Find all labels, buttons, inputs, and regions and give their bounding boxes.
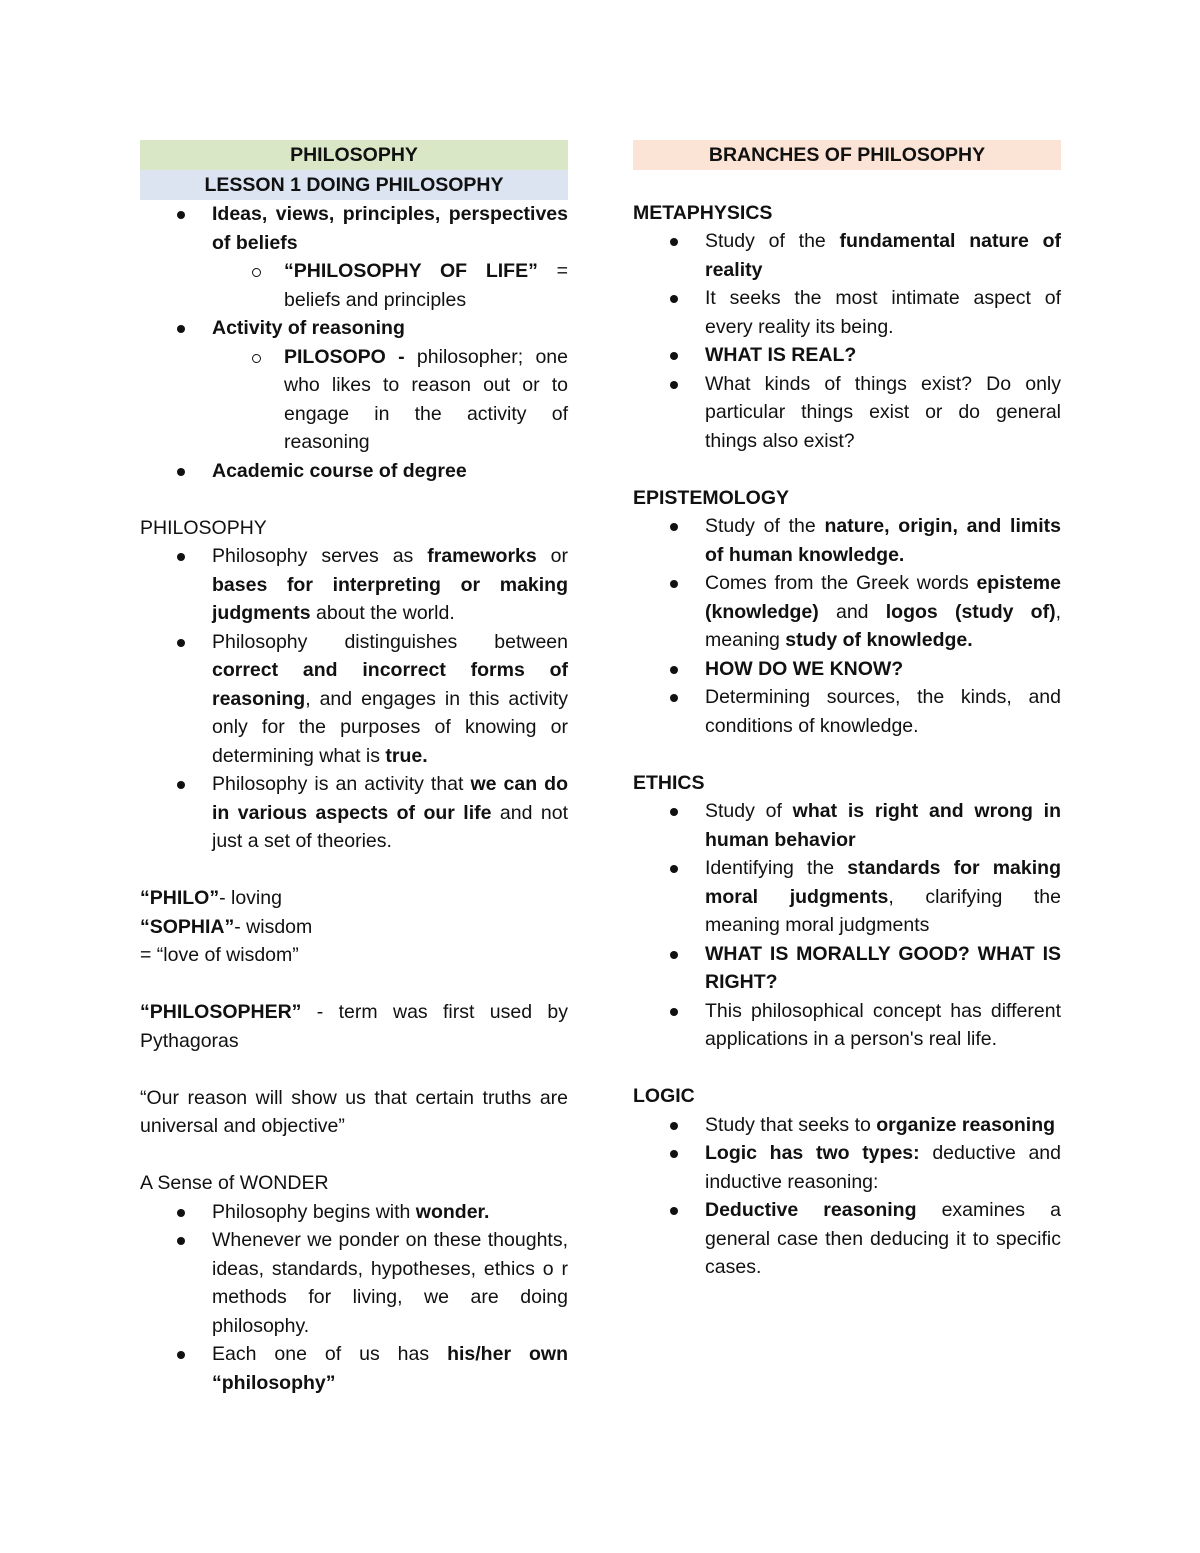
list-item: “PHILOSOPHY OF LIFE” = beliefs and principles	[212, 257, 568, 314]
list-item: Academic course of degree	[140, 457, 568, 486]
philosophy-bullet-list	[140, 542, 568, 856]
sub-list	[212, 257, 568, 314]
list-item: Philosophy begins with wonder.	[140, 1198, 568, 1227]
list-item: PILOSOPO - philosopher; one who likes to reason out or to engage in the activity of reasoning	[212, 343, 568, 457]
wonder-heading: A Sense of WONDER	[140, 1172, 329, 1194]
list-item: Study that seeks to organize reasoning	[633, 1111, 1061, 1140]
list-item: Philosophy is an activity that we can do in various aspects of our life and not just a set of theories.	[140, 770, 568, 856]
list-item: Determining sources, the kinds, and conditions of knowledge.	[633, 683, 1061, 740]
branches-title-band: BRANCHES OF PHILOSOPHY	[633, 140, 1061, 170]
list-item: Ideas, views, principles, perspectives of beliefs “PHILOSOPHY OF LIFE” = beliefs and principles	[140, 200, 568, 314]
love-of-wisdom: = “love of wisdom”	[140, 944, 299, 966]
epistemology-list	[633, 512, 1061, 740]
epistemology-heading: EPISTEMOLOGY	[633, 486, 790, 509]
list-item: Comes from the Greek words episteme (knowledge) and logos (study of), meaning study of knowledge.	[633, 569, 1061, 655]
list-item: What kinds of things exist? Do only particular things exist or do general things also exist?	[633, 370, 1061, 456]
right-column	[633, 140, 1061, 1282]
list-item: Study of the nature, origin, and limits of human knowledge.	[633, 512, 1061, 569]
sub-list	[212, 343, 568, 457]
list-item: WHAT IS REAL?	[633, 341, 1061, 370]
list-item: Philosophy serves as frameworks or bases for interpreting or making judgments about the world.	[140, 542, 568, 628]
ethics-heading: ETHICS	[633, 771, 705, 794]
list-item: WHAT IS MORALLY GOOD? WHAT IS RIGHT?	[633, 940, 1061, 997]
metaphysics-list	[633, 227, 1061, 455]
list-item: Activity of reasoning PILOSOPO - philosopher; one who likes to reason out or to engage in the activity of reasoning	[140, 314, 568, 457]
wonder-bullet-list	[140, 1198, 568, 1398]
metaphysics-heading: METAPHYSICS	[633, 201, 773, 224]
sophia-definition: “SOPHIA”- wisdom	[140, 915, 313, 938]
philosopher-definition: “PHILOSOPHER” - term was first used by Pythagoras	[140, 1001, 568, 1052]
logic-list	[633, 1111, 1061, 1282]
lesson-title-band: LESSON 1 DOING PHILOSOPHY	[140, 170, 568, 200]
list-item: HOW DO WE KNOW?	[633, 655, 1061, 684]
list-item: Logic has two types: deductive and inductive reasoning:	[633, 1139, 1061, 1196]
logic-heading: LOGIC	[633, 1085, 695, 1107]
list-item: Each one of us has his/her own “philosophy”	[140, 1340, 568, 1397]
title-band-philosophy: PHILOSOPHY	[140, 140, 568, 170]
reason-quote: “Our reason will show us that certain truths are universal and objective”	[140, 1086, 568, 1137]
list-item: Study of what is right and wrong in human behavior	[633, 797, 1061, 854]
list-item: Study of the fundamental nature of reality	[633, 227, 1061, 284]
list-item: This philosophical concept has different applications in a person's real life.	[633, 997, 1061, 1054]
philo-definition: “PHILO”- loving	[140, 887, 282, 909]
section-heading: PHILOSOPHY	[140, 516, 267, 539]
list-item: It seeks the most intimate aspect of every reality its being.	[633, 284, 1061, 341]
list-item: Philosophy distinguishes between correct and incorrect forms of reasoning, and engages in this activity only for the purposes of knowing or determining what is true.	[140, 628, 568, 771]
lesson-bullet-list	[140, 200, 568, 485]
list-item: Deductive reasoning examines a general case then deducing it to specific cases.	[633, 1196, 1061, 1282]
list-item: Whenever we ponder on these thoughts, ideas, standards, hypotheses, ethics o r methods for living, we are doing philosophy.	[140, 1226, 568, 1340]
list-item: Identifying the standards for making moral judgments, clarifying the meaning moral judgments	[633, 854, 1061, 940]
left-column	[140, 140, 568, 1397]
ethics-list	[633, 797, 1061, 1054]
